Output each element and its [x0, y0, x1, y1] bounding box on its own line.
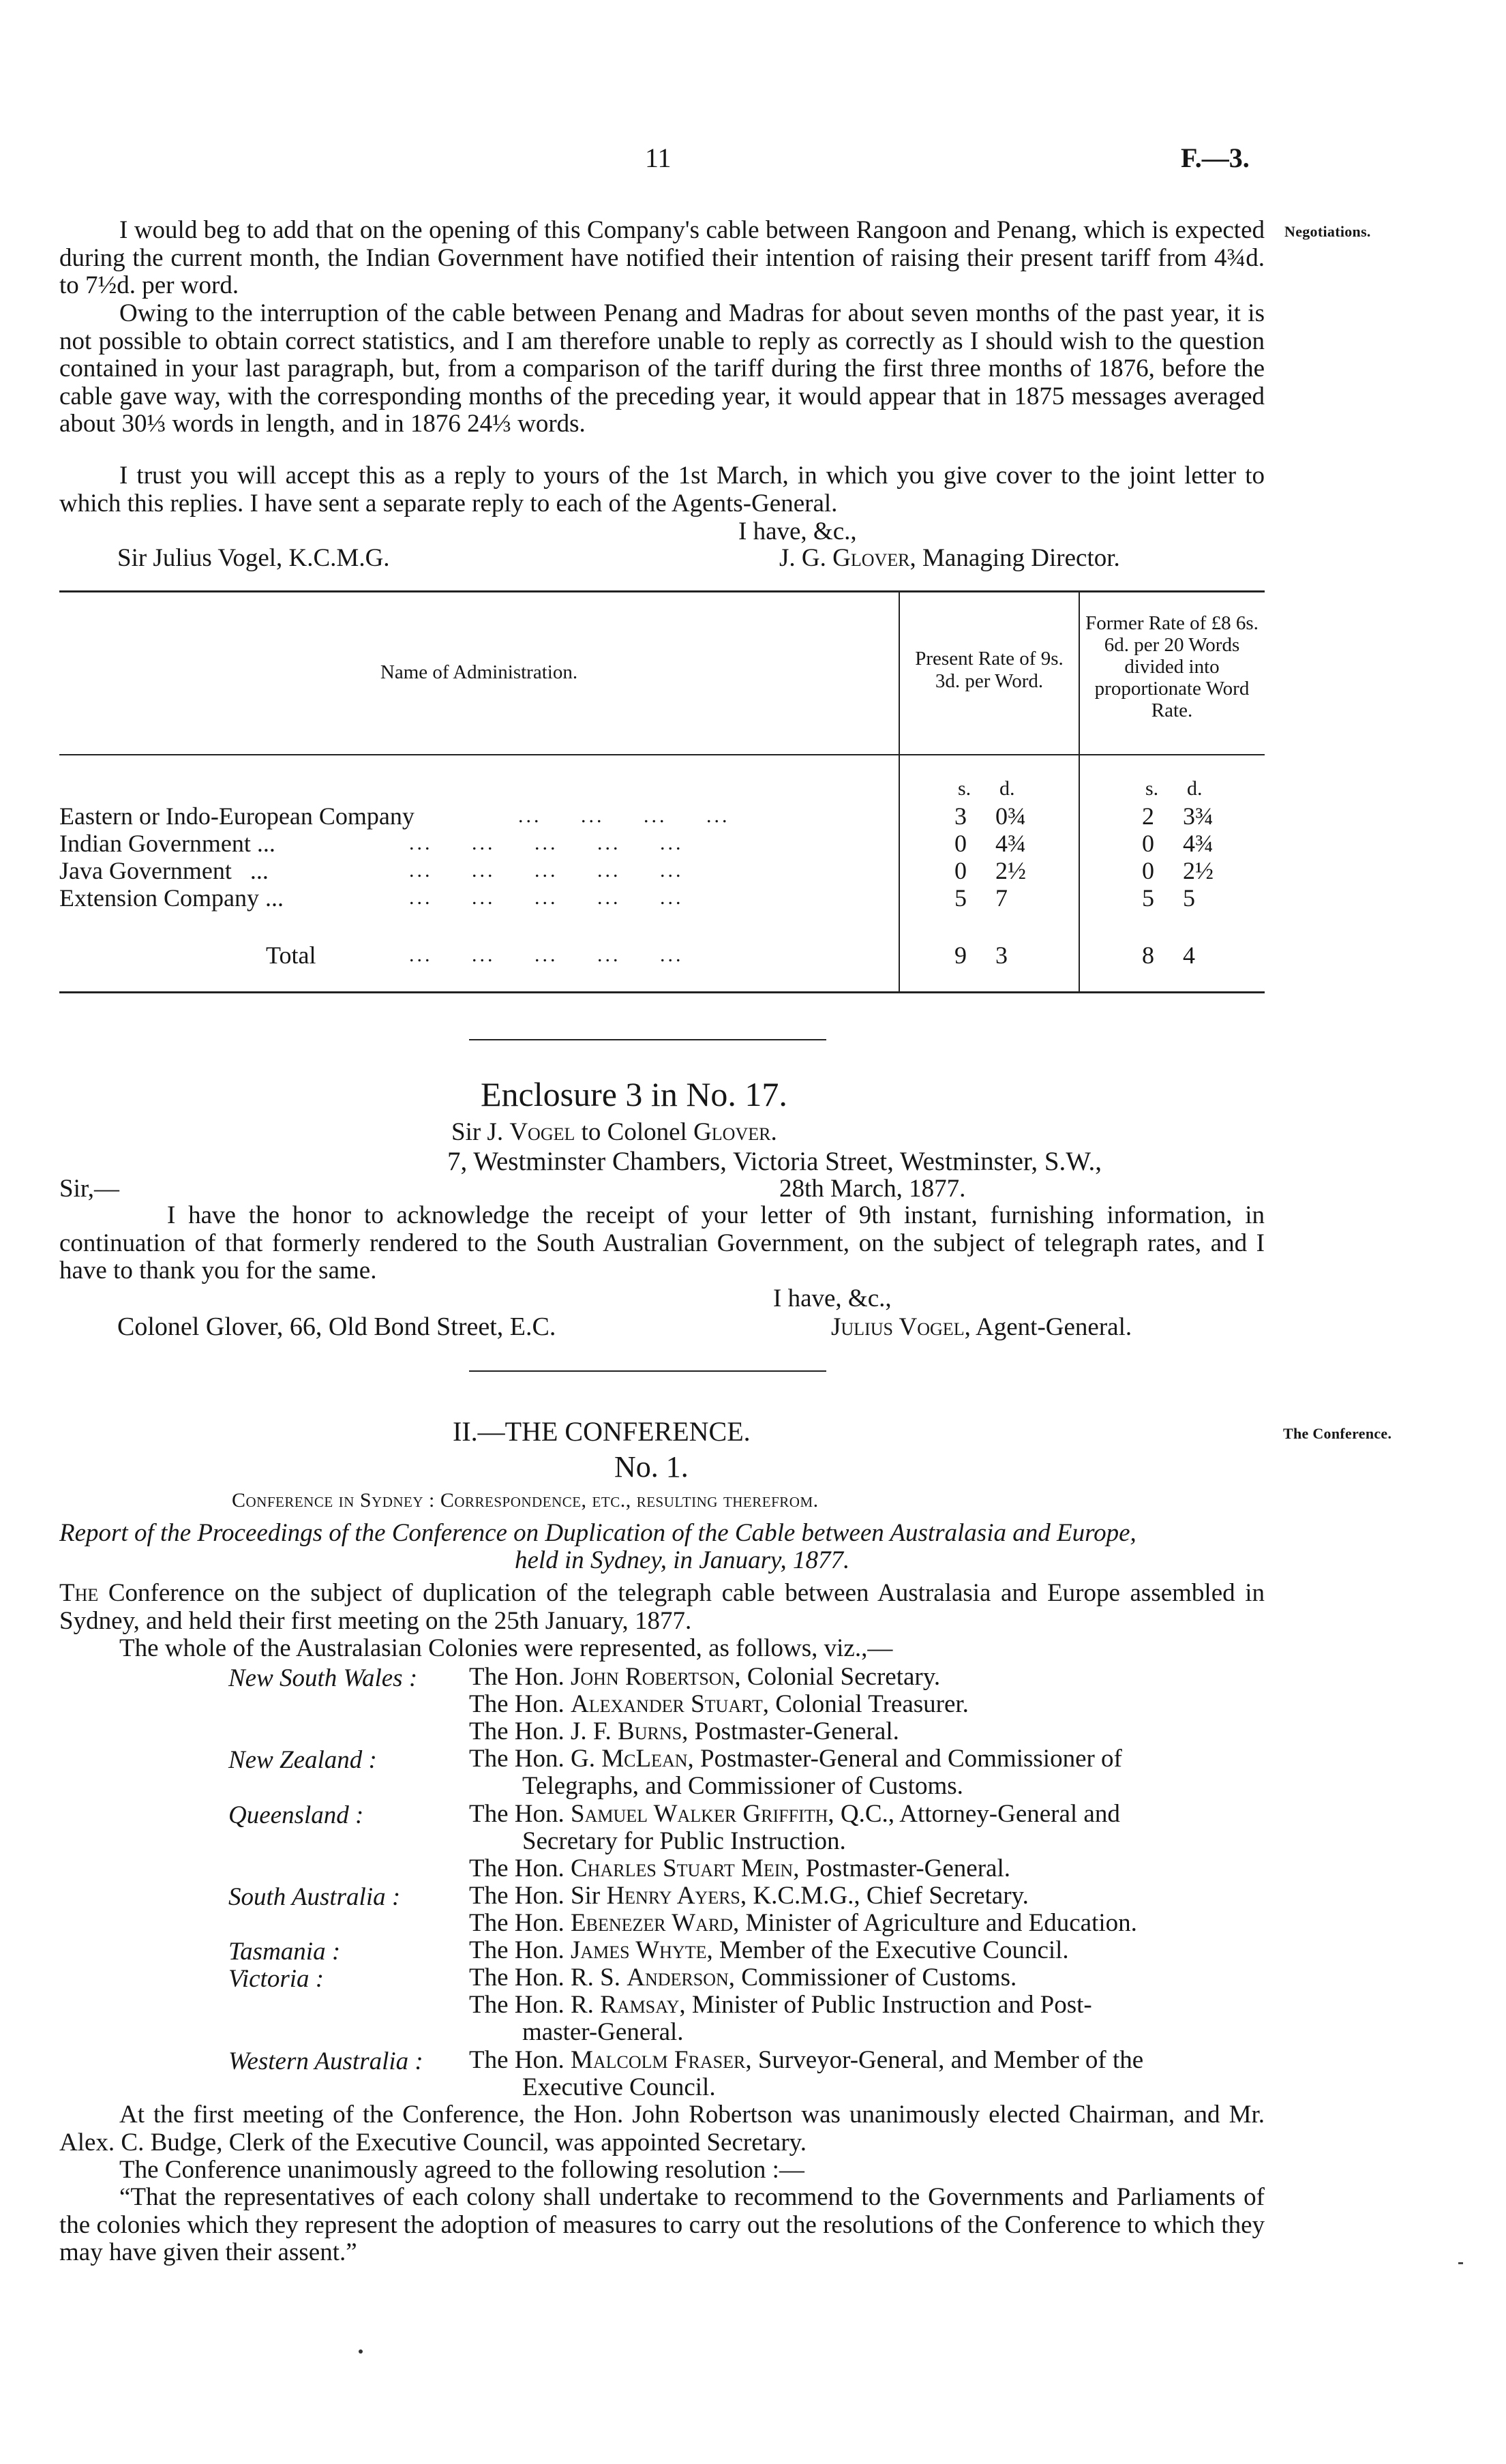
table-total-leader: ... ... ... ... ... — [409, 944, 684, 966]
member-entry: The Hon. Samuel Walker Griffith, Q.C., Attorney-General and Secretary for Public Instruction. — [469, 1800, 1120, 1855]
table-row-leader: ... ... ... ... ... — [409, 832, 684, 854]
colony-label: New Zealand : — [228, 1746, 377, 1774]
enclosure-title: Enclosure 3 in No. 17. — [481, 1075, 787, 1113]
table-total-label: Total — [266, 942, 316, 969]
table-row-name: Indian Government ... — [59, 830, 275, 857]
page-number: 11 — [645, 142, 672, 173]
total-present-pence: 3 — [995, 942, 1008, 969]
scan-speck — [359, 2349, 363, 2354]
member-entry: The Hon. John Robertson, Colonial Secretary. — [469, 1663, 941, 1691]
unit-pence-present: d. — [999, 777, 1015, 800]
member-entry: The Hon. Charles Stuart Mein, Postmaster-General. — [469, 1854, 1010, 1882]
colony-label: Western Australia : — [228, 2047, 423, 2075]
present-shillings: 3 — [954, 802, 967, 830]
member-entry: The Hon. G. McLean, Postmaster-General and Commissioner of Telegraphs, and Commissioner of Customs. — [469, 1745, 1122, 1800]
former-pence: 5 — [1183, 884, 1195, 912]
letter-signature: J. G. Glover, Managing Director. — [779, 544, 1120, 572]
member-entry: The Hon. Sir Henry Ayers, K.C.M.G., Chief Secretary. — [469, 1882, 1029, 1910]
table-row-name: Eastern or Indo-European Company — [59, 802, 415, 830]
member-entry: The Hon. Ebenezer Ward, Minister of Agriculture and Education. — [469, 1909, 1137, 1937]
table-row-name: Java Government ... — [59, 857, 269, 884]
section-number: No. 1. — [614, 1450, 689, 1484]
present-pence: 4¾ — [995, 830, 1026, 857]
former-pence: 4¾ — [1183, 830, 1214, 857]
conference-paragraph-2: The whole of the Australasian Colonies were represented, as follows, viz.,— — [119, 1634, 893, 1662]
column-header-administration: Name of Administration. — [380, 661, 578, 683]
letter-paragraph-3: I trust you will accept this as a reply to yours of the 1st March, in which you give cover to the joint letter to which this replies. I have sent a separate reply to each of the Agents-General. — [59, 462, 1265, 517]
letter-paragraph-2: Owing to the interruption of the cable between Penang and Madras for about seven months of the past year, it is not possible to obtain correct statistics, and I am therefore unable to reply as correctly as I should wish to the question contained in your last paragraph, but, from a comparison of the tariff during the first three months of 1876, before the cable gave way, with the corresponding months of the preceding year, it would appear that in 1875 messages averaged about 30⅓ words in length, and in 1876 24⅓ words. — [59, 299, 1265, 438]
table-row-leader: ... ... ... ... — [518, 805, 730, 827]
scan-speck — [1458, 2262, 1463, 2264]
margin-note-negotiations: Negotiations. — [1284, 223, 1371, 240]
colony-label: Victoria : — [228, 1965, 325, 1993]
total-present-shillings: 9 — [954, 942, 967, 969]
member-entry: The Hon. R. Ramsay, Minister of Public Instruction and Post- master-General. — [469, 1991, 1092, 2046]
document-reference: F.—3. — [1181, 142, 1250, 173]
unit-pence-former: d. — [1187, 777, 1203, 800]
unit-shillings-present: s. — [958, 777, 972, 800]
margin-note-conference: The Conference. — [1283, 1425, 1392, 1442]
former-shillings: 0 — [1142, 857, 1154, 884]
enclosure-date: 28th March, 1877. — [779, 1175, 966, 1203]
present-pence: 7 — [995, 884, 1008, 912]
conference-resolution: “That the representatives of each colony shall undertake to recommend to the Governments and Parliaments of the colonies which they represent the adoption of measures to carry out the resolutions of the Conference to which they may have given their assent.” — [59, 2183, 1265, 2266]
enclosure-address: 7, Westminster Chambers, Victoria Street, Westminster, S.W., — [447, 1147, 1102, 1176]
letter-addressee: Sir Julius Vogel, K.C.M.G. — [117, 544, 390, 572]
enclosure-from-line: Sir J. Vogel to Colonel Glover. — [451, 1118, 777, 1146]
member-entry: The Hon. James Whyte, Member of the Executive Council. — [469, 1936, 1069, 1964]
member-entry: The Hon. Alexander Stuart, Colonial Treasurer. — [469, 1690, 969, 1718]
colony-label: South Australia : — [228, 1883, 401, 1911]
column-header-former-rate: Former Rate of £8 6s. 6d. per 20 Words divided into proportionate Word Rate. — [1085, 612, 1259, 721]
total-former-shillings: 8 — [1142, 942, 1154, 969]
enclosure-signature: Julius Vogel, Agent-General. — [831, 1313, 1132, 1341]
table-top-rule — [59, 590, 1265, 592]
former-pence: 3¾ — [1183, 802, 1214, 830]
section-separator-rule — [469, 1370, 826, 1372]
section-separator-rule — [469, 1039, 826, 1040]
member-entry: The Hon. Malcolm Fraser, Surveyor-General, and Member of the Executive Council. — [469, 2046, 1144, 2101]
colony-label: Tasmania : — [228, 1938, 341, 1966]
colony-label: Queensland : — [228, 1801, 364, 1829]
total-former-pence: 4 — [1183, 942, 1195, 969]
enclosure-body: I have the honor to acknowledge the receipt of your letter of 9th instant, furnishing information, in continuation of that formerly rendered to the South Australian Government, on the subject of telegraph rates, and I have to thank you for the same. — [59, 1201, 1265, 1284]
former-shillings: 2 — [1142, 802, 1154, 830]
report-title-line-2: held in Sydney, in January, 1877. — [515, 1546, 850, 1574]
table-header-rule — [59, 754, 1265, 755]
column-header-present-rate: Present Rate of 9s. 3d. per Word. — [915, 648, 1064, 692]
enclosure-addressee: Colonel Glover, 66, Old Bond Street, E.C. — [117, 1312, 556, 1341]
table-row-leader: ... ... ... ... ... — [409, 886, 684, 909]
former-shillings: 5 — [1142, 884, 1154, 912]
present-shillings: 0 — [954, 857, 967, 884]
enclosure-salutation: Sir,— — [59, 1175, 119, 1203]
present-pence: 0¾ — [995, 802, 1026, 830]
table-divider-2 — [1079, 592, 1080, 991]
former-shillings: 0 — [1142, 830, 1154, 857]
colony-label: New South Wales : — [228, 1664, 418, 1692]
present-shillings: 0 — [954, 830, 967, 857]
conference-paragraph-1: The Conference on the subject of duplication of the telegraph cable between Australasia and Europe assembled in Sydney, and held their first meeting on the 25th January, 1877. — [59, 1579, 1265, 1635]
enclosure-closing: I have, &c., — [773, 1284, 892, 1312]
conference-paragraph-3: At the first meeting of the Conference, the Hon. John Robertson was unanimously elected Chairman, and Mr. Alex. C. Budge, Clerk of the Executive Council, was appointed Secretary. — [59, 2101, 1265, 2157]
report-title-line-1: Report of the Proceedings of the Conference on Duplication of the Cable between Australasia and Europe, — [59, 1519, 1136, 1547]
former-pence: 2½ — [1183, 857, 1214, 884]
table-row-leader: ... ... ... ... ... — [409, 859, 684, 882]
conference-paragraph-4: The Conference unanimously agreed to the following resolution :— — [119, 2156, 804, 2184]
member-entry: The Hon. R. S. Anderson, Commissioner of Customs. — [469, 1964, 1017, 1992]
present-pence: 2½ — [995, 857, 1026, 884]
unit-shillings-former: s. — [1145, 777, 1159, 800]
table-row-name: Extension Company ... — [59, 884, 284, 912]
letter-closing: I have, &c., — [738, 517, 857, 545]
table-bottom-rule — [59, 991, 1265, 993]
table-divider-1 — [899, 592, 900, 991]
present-shillings: 5 — [954, 884, 967, 912]
member-entry: The Hon. J. F. Burns, Postmaster-General. — [469, 1717, 899, 1745]
section-subtitle: Conference in Sydney : Correspondence, etc., resulting therefrom. — [232, 1489, 819, 1512]
letter-paragraph-1: I would beg to add that on the opening of this Company's cable between Rangoon and Penang, which is expected during the current month, the Indian Government have notified their intention of raising their present tariff from 4¾d. to 7½d. per word. — [59, 216, 1265, 299]
section-title: II.—THE CONFERENCE. — [453, 1416, 751, 1447]
